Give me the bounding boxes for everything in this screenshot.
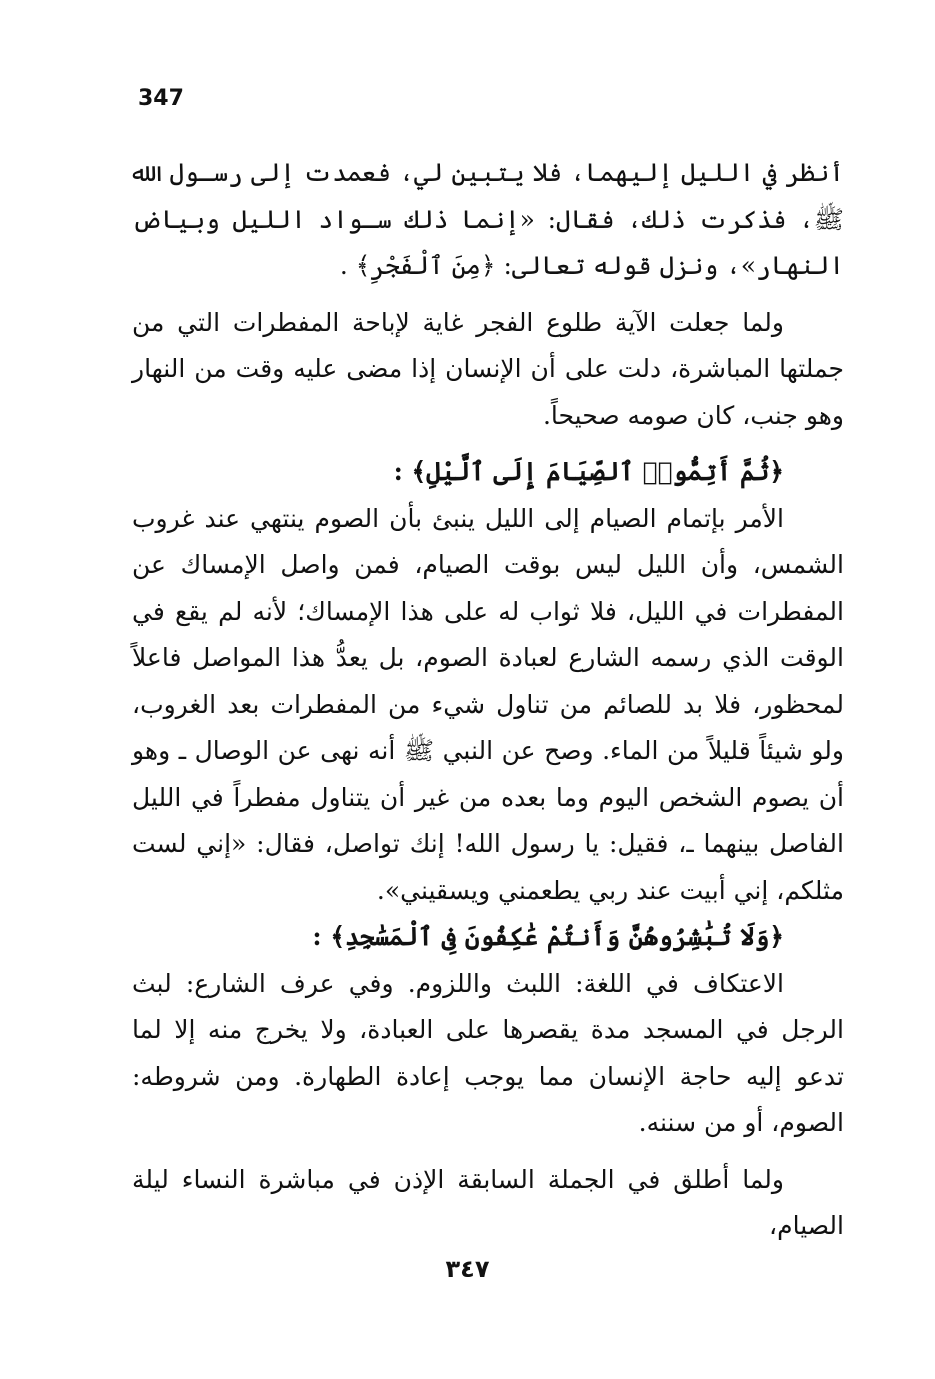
paragraph-itikaf-definition: الاعتكاف في اللغة: اللبث واللزوم. وفي عرف الشارع: لبث الرجل في المسجد مدة يقصرها على العبادة، ولا يخرج منه إلا لما تدعو إليه حاجة الإنسان مما يوجب إعادة الطهارة. ومن شروطه: الصوم، أو من سننه. — [132, 968, 845, 1137]
page-body — [132, 150, 844, 1250]
page-number-bottom: ٣٤٧ — [445, 1255, 490, 1283]
page-number-top: 347 — [138, 86, 184, 111]
verse-heading-complete-fast: ﴿ثُمَّ أَتِمُّوا۟ ٱلصِّيَامَ إِلَى ٱلَّيْلِ﴾ : — [393, 457, 784, 486]
paragraph-complete-fast: الأمر بإتمام الصيام إلى الليل ينبئ بأن الصوم ينتهي عند غروب الشمس، وأن الليل ليس بوقت الصيام، فمن واصل الإمساك عن المفطرات في الليل، فلا ثواب له على هذا الإمساك؛ لأنه لم يقع في الوقت الذي رسمه الشارع لعبادة الصوم، بل يعدُّ هذا المواصل فاعلاً لمحظور، فلا بد للصائم من تناول شيء من المفطرات بعد الغروب، ولو شيئاً قليلاً من الماء. وصح عن النبي ﷺ أنه نهى عن الوصال ـ وهو أن يصوم الشخص اليوم وما بعده من غير أن يتناول مفطراً في الليل الفاصل بينهما ـ، فقيل: يا رسول الله! إنك تواصل، فقال: «إني لست مثلكم، إني أبيت عند ربي يطعمني ويسقيني». — [132, 503, 844, 905]
verse-heading-itikaf: ﴿وَلَا تُبَٰشِرُوهُنَّ وَأَنتُمْ عَٰكِفُونَ فِى ٱلْمَسَٰجِدِ﴾ : — [312, 922, 784, 951]
paragraph-fajr-ruling: ولما جعلت الآية طلوع الفجر غاية لإباحة المفطرات التي من جملتها المباشرة، دلت على أن الإنسان إذا مضى عليه وقت من النهار وهو جنب، كان صومه صحيحاً. — [132, 307, 844, 430]
paragraph-itikaf-continuation: ولما أطلق في الجملة السابقة الإذن في مباشرة النساء ليلة الصيام، — [132, 1164, 844, 1240]
paragraph-continuation: أنظر في الليل إليهما، فلا يتبين لي، فعمدت إلى رسـول الله ﷺ، فذكرت ذلك، فقال: «إنما ذلك سـواد الليل وبياض النهار»، ونزل قوله تعالى: ﴿مِنَ ٱلْفَجْرِ﴾ . — [132, 158, 844, 280]
